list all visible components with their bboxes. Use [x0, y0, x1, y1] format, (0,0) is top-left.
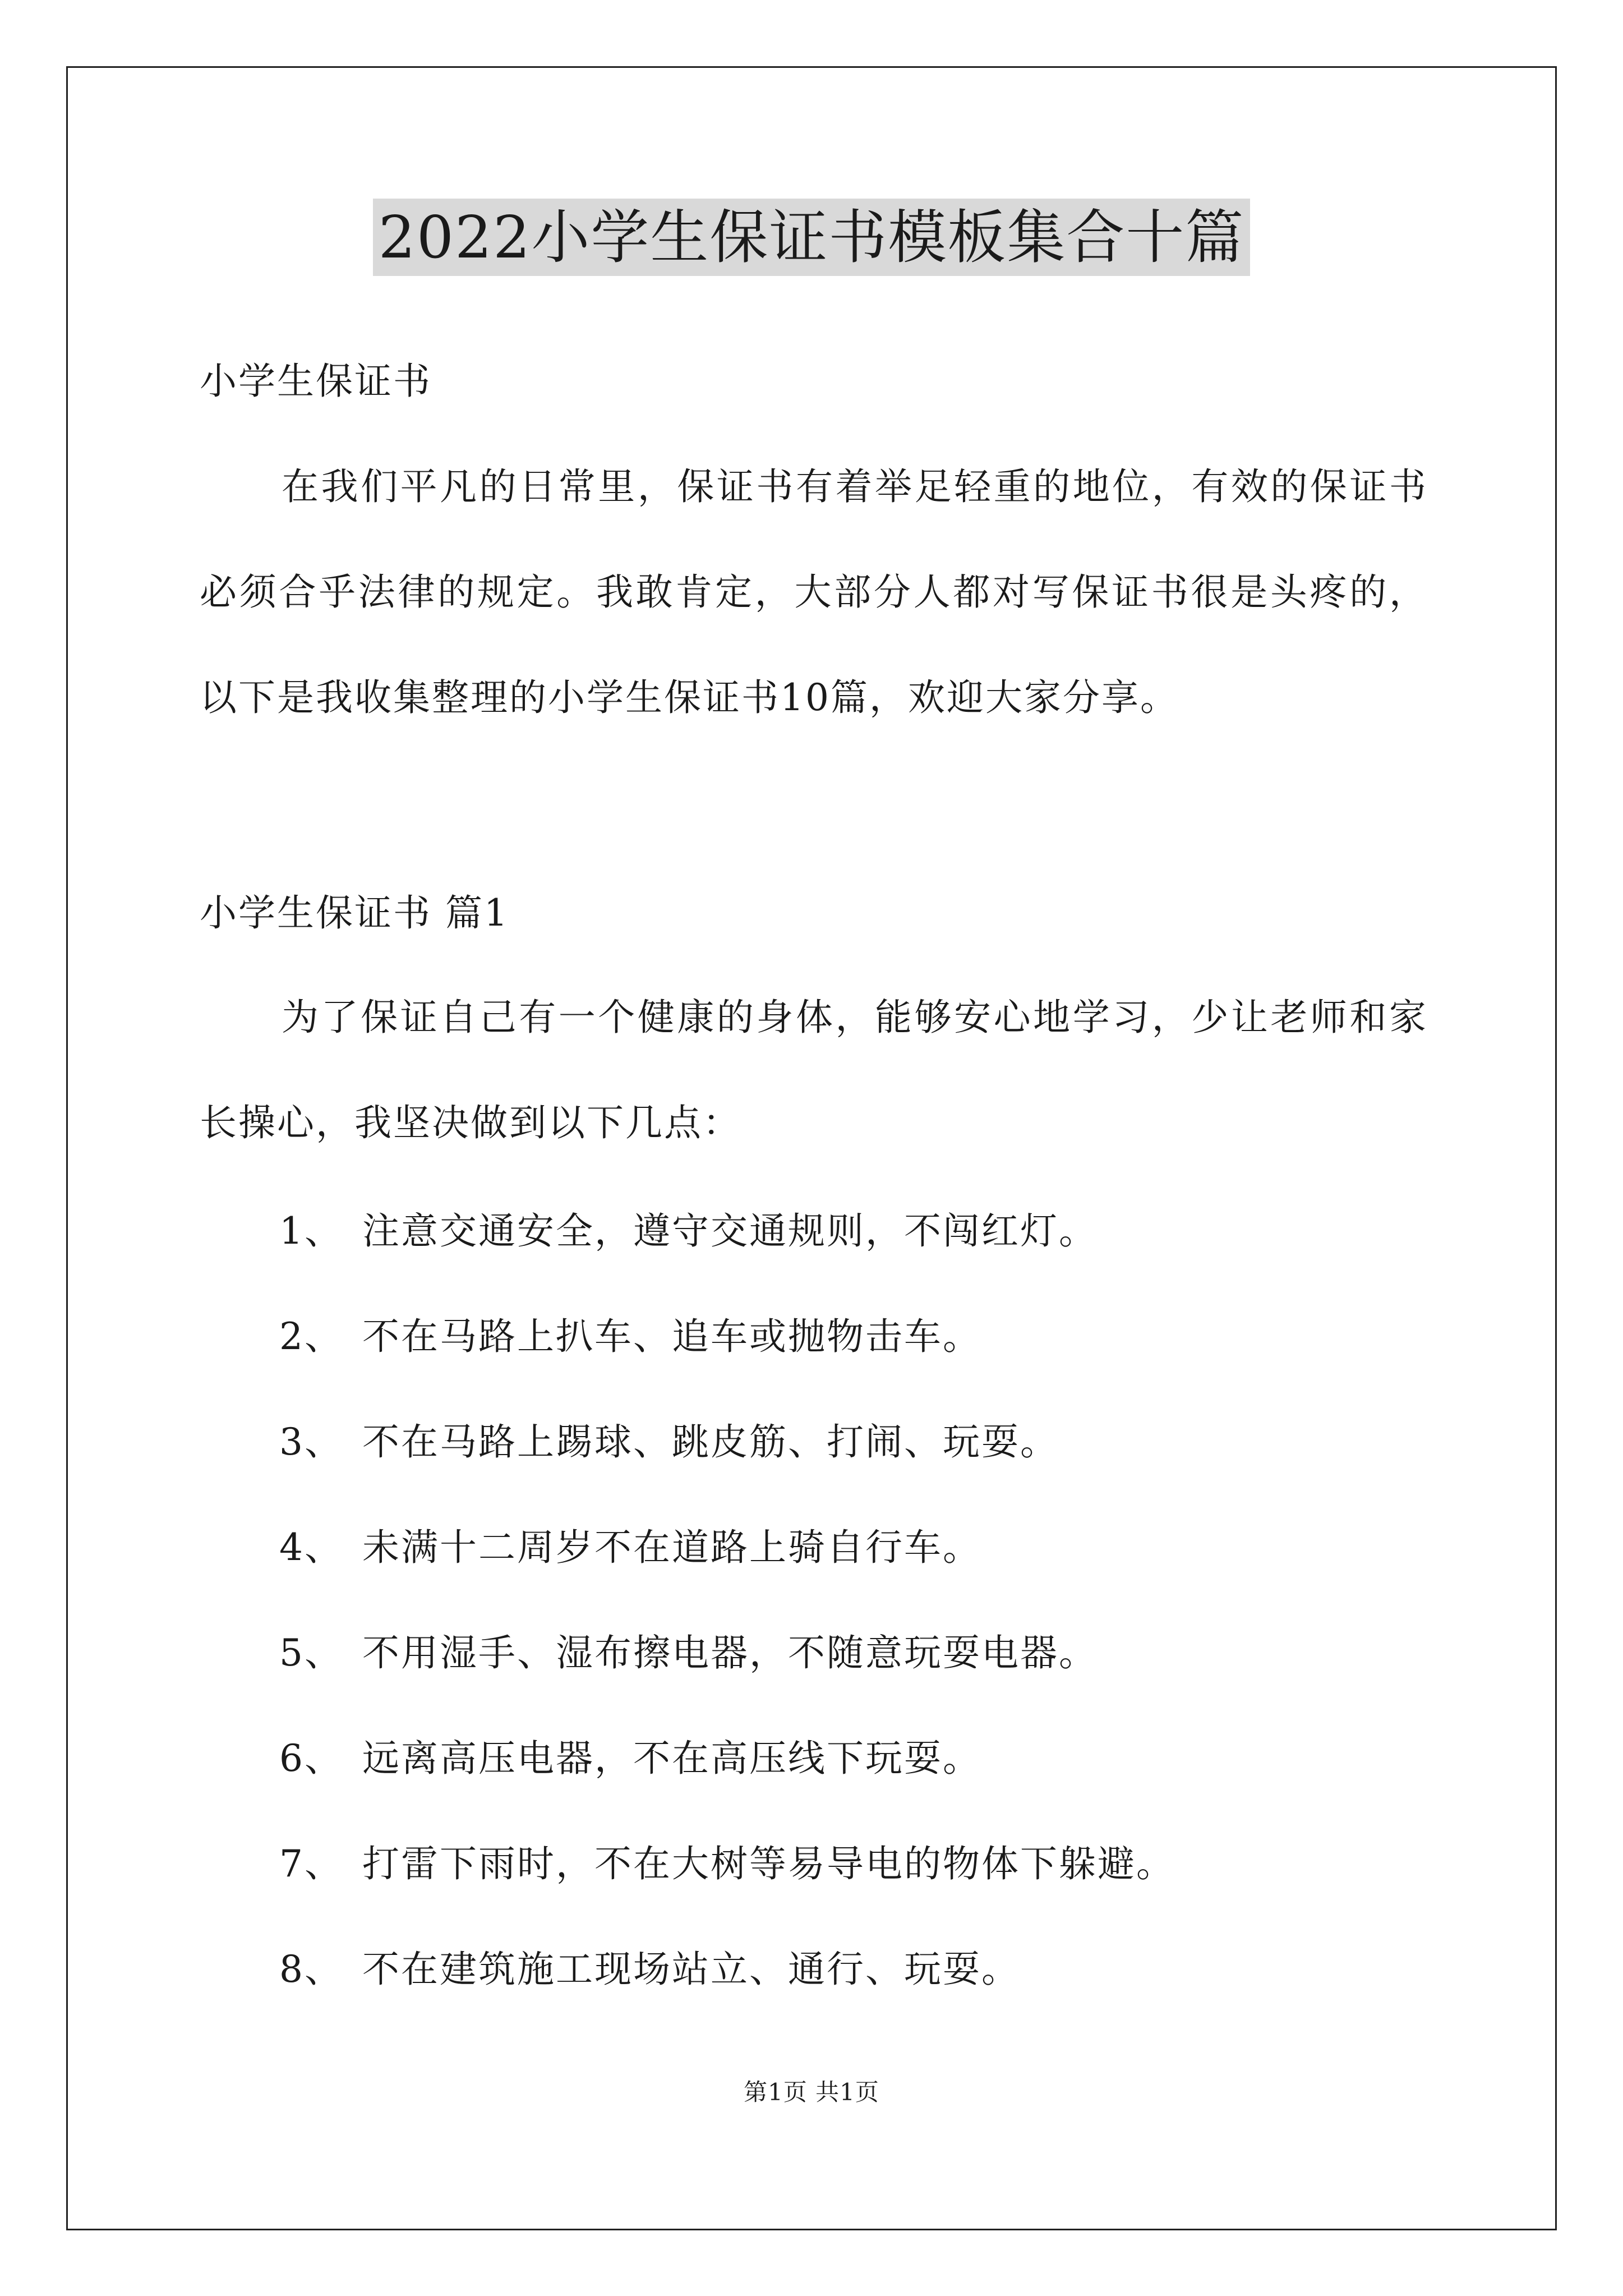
list-item-text: 不在马路上踢球、跳皮筋、打闹、玩耍。: [362, 1420, 1059, 1464]
document-title-text: 2022小学生保证书模板集合十篇: [373, 199, 1251, 276]
list-item-number: 7、: [279, 1842, 343, 1885]
list-item-text: 注意交通安全，遵守交通规则，不闯红灯。: [362, 1209, 1098, 1253]
list-item: [279, 1198, 1098, 1265]
document-title: [0, 195, 1623, 279]
list-item-text: 不用湿手、湿布擦电器，不随意玩耍电器。: [362, 1631, 1098, 1674]
list-item: [279, 1725, 981, 1792]
list-item-number: 5、: [279, 1631, 343, 1674]
list-item: [279, 1409, 1059, 1476]
list-item: [279, 1830, 1175, 1898]
list-item-text: 打雷下雨时，不在大树等易导电的物体下躲避。: [362, 1842, 1175, 1885]
list-item-number: 3、: [279, 1420, 343, 1464]
list-item-text: 不在马路上扒车、追车或抛物击车。: [362, 1315, 981, 1358]
list-item-number: 6、: [279, 1737, 343, 1780]
list-item-number: 2、: [279, 1315, 343, 1358]
list-item-text: 不在建筑施工现场站立、通行、玩耍。: [362, 1948, 1020, 1991]
list-item: [279, 1936, 1020, 2003]
list-item-text: 远离高压电器，不在高压线下玩耍。: [362, 1737, 981, 1780]
section-paragraph: 为了保证自己有一个健康的身体，能够安心地学习，少让老师和家长操心，我坚决做到以下几点：: [200, 996, 1428, 1144]
list-item: [279, 1514, 981, 1581]
list-item: [279, 1303, 981, 1370]
section-heading: 小学生保证书 篇1: [200, 891, 509, 935]
list-item-number: 8、: [279, 1948, 343, 1991]
page-footer: 第1页 共1页: [744, 2078, 879, 2106]
list-item-number: 4、: [279, 1526, 343, 1569]
list-item-text: 未满十二周岁不在道路上骑自行车。: [362, 1526, 981, 1569]
list-item: [279, 1619, 1098, 1687]
list-item-number: 1、: [279, 1209, 343, 1253]
intro-heading: 小学生保证书: [200, 360, 432, 403]
intro-paragraph: 在我们平凡的日常里，保证书有着举足轻重的地位，有效的保证书必须合乎法律的规定。我敢肯定，大部分人都对写保证书很是头疼的，以下是我收集整理的小学生保证书10篇，欢迎大家分享。: [200, 465, 1428, 719]
